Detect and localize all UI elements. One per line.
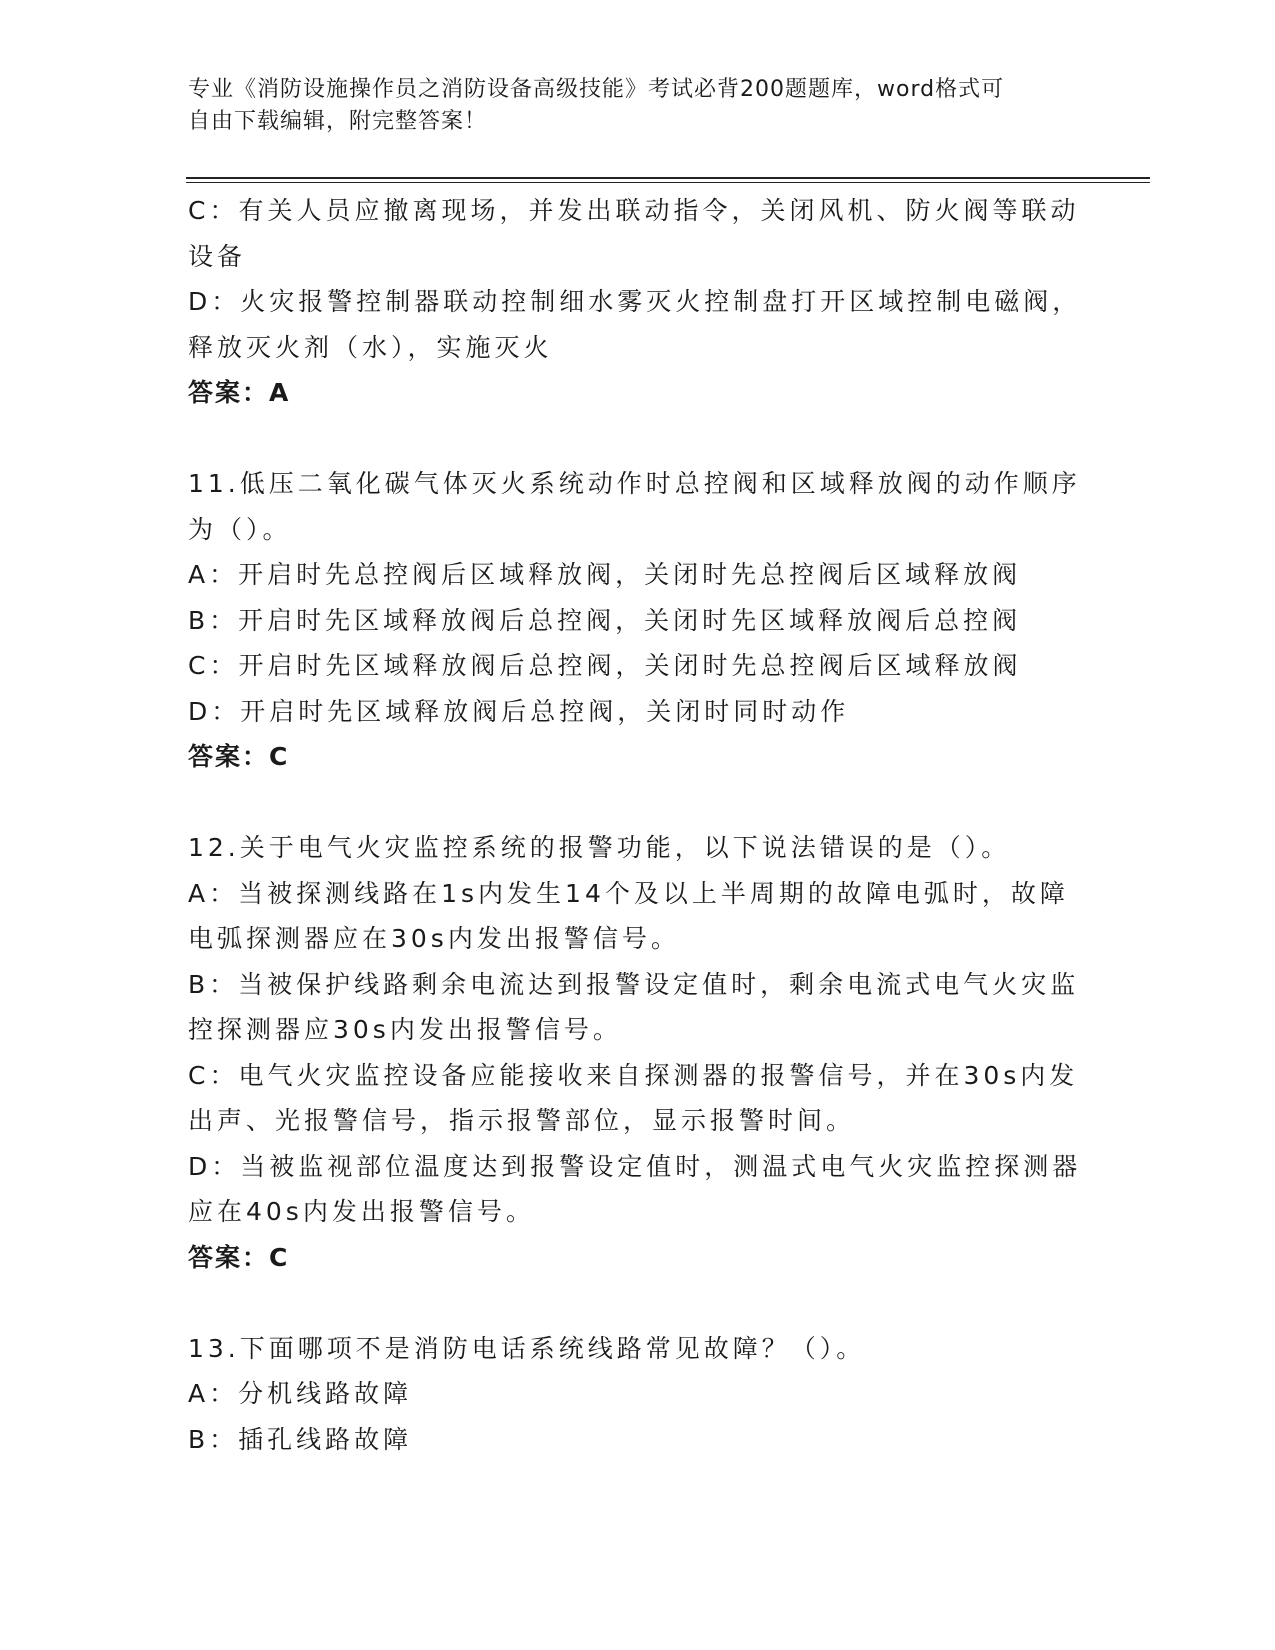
option-d-line-1: D：当被监视部位温度达到报警设定值时，测温式电气火灾监控探测器 [188,1151,1082,1181]
option-a-line-1: A：当被探测线路在1s内发生14个及以上半周期的故障电弧时，故障 [188,878,1069,908]
spacer [188,1280,1088,1326]
document-body [188,188,1088,1462]
header-divider-thick [186,177,1150,179]
option-d-line-2: 应在40s内发出报警信号。 [188,1197,535,1226]
option-c-line-1: C：电气火灾监控设备应能接收来自探测器的报警信号，并在30s内发 [188,1060,1079,1090]
question-12 [188,825,1088,1280]
answer-line: 答案：A [188,378,291,407]
option-b-line-1: B：当被保护线路剩余电流达到报警设定值时，剩余电流式电气火灾监 [188,969,1080,999]
option-d-line-1: D：火灾报警控制器联动控制细水雾灭火控制盘打开区域控制电磁阀， [188,287,1082,316]
option-b: B：开启时先区域释放阀后总控阀，关闭时先区域释放阀后总控阀 [188,605,1022,635]
option-b: B：插孔线路故障 [188,1424,413,1454]
option-c: C：开启时先区域释放阀后总控阀，关闭时先总控阀后区域释放阀 [188,651,1022,680]
option-d: D：开启时先区域释放阀后总控阀，关闭时同时动作 [188,696,850,726]
option-c-line-2: 出声、光报警信号，指示报警部位，显示报警时间。 [188,1106,856,1135]
question-stem: 12.关于电气火灾监控系统的报警功能，以下说法错误的是（）。 [188,833,1011,862]
option-b-line-2: 控探测器应30s内发出报警信号。 [188,1015,622,1044]
option-c-line-1: C：有关人员应撤离现场，并发出联动指令，关闭风机、防火阀等联动 [188,196,1080,225]
spacer [188,416,1088,462]
question-stem-line-2: 为（）。 [188,514,292,544]
option-a-line-2: 电弧探测器应在30s内发出报警信号。 [188,924,680,953]
spacer [188,780,1088,826]
question-11 [188,461,1088,780]
answer-line: 答案：C [188,1242,290,1272]
header-divider-thin [186,182,1150,183]
option-c-line-2: 设备 [188,241,247,271]
question-13 [188,1326,1088,1463]
question-10-tail [188,188,1088,416]
option-a: A：开启时先总控阀后区域释放阀，关闭时先总控阀后区域释放阀 [188,560,1022,589]
question-stem: 13.下面哪项不是消防电话系统线路常见故障？（）。 [188,1333,866,1363]
question-stem-line-1: 11.低压二氧化碳气体灭火系统动作时总控阀和区域释放阀的动作顺序 [188,469,1081,498]
answer-line: 答案：C [188,742,290,771]
header-line-1: 专业《消防设施操作员之消防设备高级技能》考试必背200题题库，word格式可 [188,77,1005,102]
option-a: A：分机线路故障 [188,1379,413,1408]
header-line-2: 自由下载编辑，附完整答案！ [188,109,488,134]
option-d-line-2: 释放灭火剂（水），实施灭火 [188,332,553,362]
page-header [188,74,1068,138]
